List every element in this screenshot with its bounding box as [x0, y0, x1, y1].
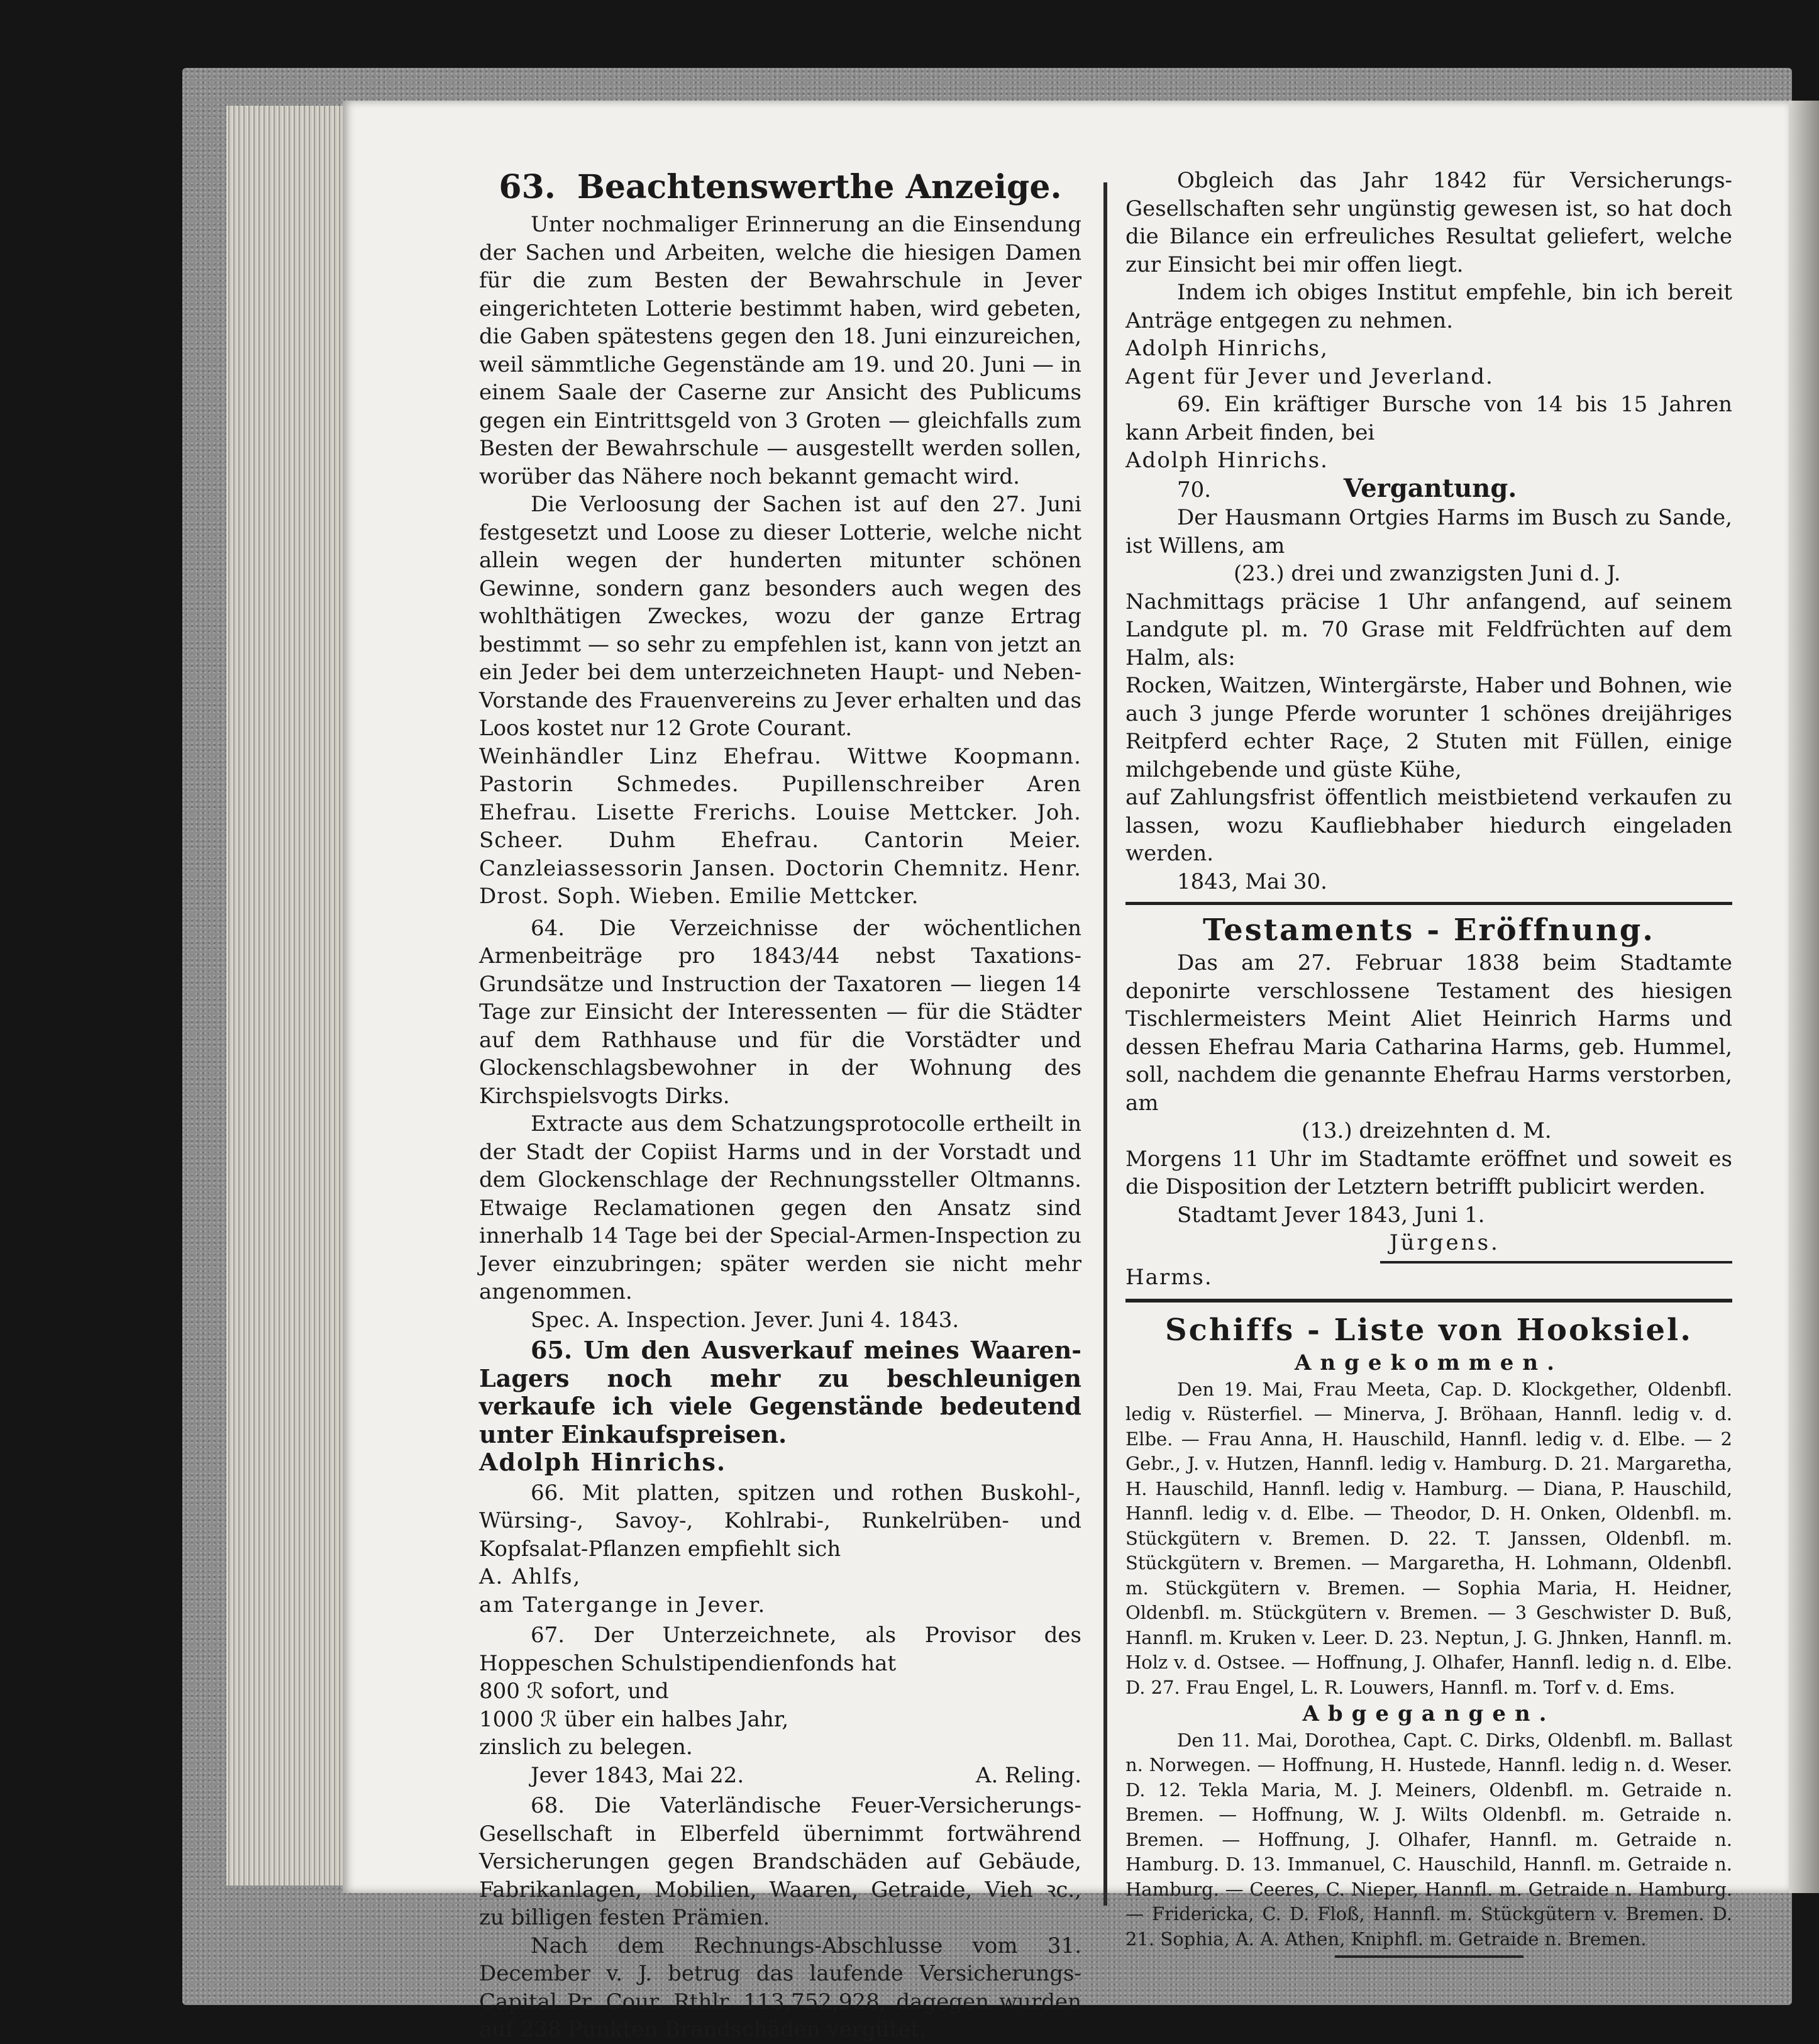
notice-66-text: 66. Mit platten, spitzen und rothen Buskohl-, Würsing-, Savoy-, Kohlrabi-, Runkelrüben- und Kopfsalat-Pflanzen empfiehlt sich: [479, 1480, 1081, 1562]
notice-70-number: 70.: [1177, 477, 1212, 503]
notice-67-amount-1: 800 ℛ sofort, und: [479, 1679, 669, 1704]
ship-departures-heading: Abgegangen.: [1302, 1701, 1556, 1726]
notice-70-paragraph-3: auf Zahlungsfrist öffentlich meistbietend verkaufen zu lassen, wozu Kaufliebhaber hiedurch eingeladen werden.: [1125, 785, 1732, 866]
testament-paragraph-2: Morgens 11 Uhr im Stadtamte eröffnet und soweit es die Disposition der Letztern betrifft publicirt werden.: [1125, 1146, 1732, 1199]
section-double-rule: [1125, 1299, 1732, 1302]
notice-68-signature-role: Agent für Jever und Jeverland.: [1125, 364, 1494, 389]
notice-66-signature-address: am Tatergange in Jever.: [479, 1592, 766, 1618]
notice-63-signers: Weinhändler Linz Ehefrau. Wittwe Koopmann. Pastorin Schmedes. Pupillenschreiber Aren Ehefrau. Lisette Frerichs. Louise Mettcker. Joh. Scheer. Duhm Ehefrau. Cantorin Meier. Canzleiassessorin Jansen. Doctorin Chemnitz. Henr. Drost. Soph. Wieben. Emilie Mettcker.: [479, 743, 1081, 909]
notice-66-signature-name: A. Ahlfs,: [479, 1564, 582, 1589]
section-rule: [1125, 902, 1732, 905]
notice-68-paragraph-1: 68. Die Vaterländische Feuer-Versicherungs-Gesellschaft in Elberfeld übernimmt fortwährend Versicherungen gegen Brandschäden auf Gebäude, Fabrikanlagen, Mobilien, Waaren, Getraide, Vieh ꝛc., zu billigen festen Prämien.: [479, 1793, 1081, 1930]
ship-departures-list: Den 11. Mai, Dorothea, Capt. C. Dirks, Oldenbfl. m. Ballast n. Norwegen. — Hoffnung, H. Hustede, Hannfl. ledig n. d. Weser. D. 12. Tekla Maria, M. J. Meiners, Oldenbfl. m. Getraide n. Bremen. — Hoffnung, W. J. Wilts Oldenbfl. m. Getraide n. Bremen. — Hoffnung, J. Olhafer, Hannfl. m. Getraide n. Hamburg. D. 13. Immanuel, C. Hauschild, Hannfl. m. Getraide n. Hamburg. — Ceeres, C. Nieper, Hannfl. m. Getraide n. Hamburg. — Fridericka, C. D. Floß, Hannfl. m. Stückgütern v. Bremen. D. 21. Sophia, A. A. Athen, Kniphfl. m. Getraide n. Bremen.: [1125, 1729, 1732, 1950]
ship-list-title: Schiffs - Liste von Hooksiel.: [1164, 1313, 1693, 1348]
notice-67-text: 67. Der Unterzeichnete, als Provisor des Hoppeschen Schulstipendienfonds hat: [479, 1623, 1081, 1676]
notice-68-paragraph-4: Indem ich obiges Institut empfehle, bin ich bereit Anträge entgegen zu nehmen.: [1125, 280, 1732, 333]
testament-paragraph-1: Das am 27. Februar 1838 beim Stadtamte deponirte verschlossene Testament des hiesigen Tischlermeisters Meint Aliet Heinrich Harms und dessen Ehefrau Maria Catharina Harms, geb. Hummel, soll, nachdem die genannte Ehefrau Harms verstorben, am: [1125, 950, 1732, 1116]
notice-63-paragraph-1: Unter nochmaliger Erinnerung an die Einsendung der Sachen und Arbeiten, welche die hiesigen Damen für die zum Besten der Bewahrschule in Jever eingerichteten Lotterie bestimmt haben, wird gebeten, die Gaben spätestens gegen den 18. Juni einzureichen, weil sämmtliche Gegenstände am 19. und 20. Juni — in einem Saale der Caserne zur Ansicht des Publicums gegen ein Eintrittsgeld von 3 Groten — gleichfalls zum Besten der Bewahrschule — ausgestellt werden sollen, worüber das Nähere noch bekannt gemacht wird.: [479, 212, 1081, 489]
end-rule: [1335, 1955, 1523, 1958]
testament-title: Testaments - Eröffnung.: [1203, 913, 1655, 948]
testament-signature-2: Harms.: [1125, 1264, 1213, 1290]
notice-68-paragraph-2: Nach dem Rechnungs-Abschlusse vom 31. December v. J. betrug das laufende Versicherungs-Capital Pr. Cour. Rthlr. 113,752,928, dagegen wurden auf 238 Punkten Brandschäden vergütet.: [479, 1933, 1081, 2042]
ship-arrivals-list: Den 19. Mai, Frau Meeta, Cap. D. Klockgether, Oldenbfl. ledig v. Rüsterfiel. — Minerva, J. Bröhaan, Hannfl. ledig v. d. Elbe. — Frau Anna, H. Hauschild, Hannfl. ledig v. d. Elbe. — 2 Gebr., J. v. Hutzen, Hannfl. ledig v. Hamburg. D. 21. Margaretha, H. Hauschild, Hannfl. ledig v. Hamburg. — Diana, P. Hauschild, Hannfl. ledig v. d. Elbe. — Theodor, D. H. Onken, Oldenbfl. m. Stückgütern v. Bremen. D. 22. T. Janssen, Oldenbfl. m. Stückgütern v. Bremen. — Margaretha, H. Lohmann, Oldenbfl. m. Stückgütern v. Bremen. — Sophia Maria, H. Heidner, Oldenbfl. m. Stückgütern v. Bremen. — 3 Geschwister D. Buß, Hannfl. m. Kruken v. Leer. D. 23. Neptun, J. G. Jhnken, Hannfl. m. Holz v. d. Ostsee. — Hoffnung, J. Olhafer, Hannfl. ledig n. d. Elbe. D. 27. Frau Engel, L. R. Louwers, Hannfl. m. Torf v. d. Ems.: [1125, 1378, 1732, 1698]
facing-page-edge: [1789, 101, 1819, 1893]
notice-65-signature: Adolph Hinrichs.: [479, 1448, 727, 1476]
notice-69-text: 69. Ein kräftiger Bursche von 14 bis 15 Jahren kann Arbeit finden, bei: [1125, 392, 1732, 445]
notice-68-signature-name: Adolph Hinrichs,: [1125, 336, 1329, 361]
notice-69-signature: Adolph Hinrichs.: [1125, 448, 1329, 473]
notice-64-paragraph-2: Extracte aus dem Schatzungsprotocolle ertheilt in der Stadt der Copiist Harms und in der Vorstadt und dem Glockenschlage der Rechnungssteller Oltmanns. Etwaige Reclamationen gegen den Ansatz sind innerhalb 14 Tage bei der Special-Armen-Inspection zu Jever einzubringen; später werden sie nicht mehr angenommen.: [479, 1111, 1081, 1304]
notice-70-heading: [1177, 475, 1732, 504]
notice-67-date: Jever 1843, Mai 22.: [531, 1762, 744, 1788]
notice-70-footer: 1843, Mai 30.: [1177, 869, 1327, 894]
page-stack-edge: [226, 106, 352, 1886]
notice-70-date: (23.) drei und zwanzigsten Juni d. J.: [1234, 561, 1621, 586]
notice-68-paragraph-3: Obgleich das Jahr 1842 für Versicherungs-Gesellschaften sehr ungünstig gewesen ist, so hat doch die Bilance ein erfreuliches Resultat geliefert, welche zur Einsicht bei mir offen liegt.: [1125, 168, 1732, 277]
testament-signature-place: Stadtamt Jever 1843, Juni 1.: [1177, 1202, 1485, 1228]
notice-67-purpose: zinslich zu belegen.: [479, 1735, 693, 1760]
left-column: [479, 167, 1081, 2044]
testament-date: (13.) dreizehnten d. M.: [1302, 1118, 1552, 1143]
notice-64-paragraph-1: 64. Die Verzeichnisse der wöchentlichen Armenbeiträge pro 1843/44 nebst Taxations-Grundsätze und Instruction der Taxatoren — liegen 14 Tage zur Einsicht der Interessenten — für die Städter auf dem Rathhause und für die Vorstädter und Glockenschlagsbewohner in der Wohnung des Kirchspielsvogts Dirks.: [479, 915, 1081, 1109]
notice-63-number: 63.: [499, 168, 556, 206]
notice-70-paragraph-1: Der Hausmann Ortgies Harms im Busch zu Sande, ist Willens, am: [1125, 505, 1732, 558]
notice-70-paragraph-2: Nachmittags präcise 1 Uhr anfangend, auf seinem Landgute pl. m. 70 Grase mit Feldfrüchten auf dem Halm, als:: [1125, 589, 1732, 670]
notice-63-title: Beachtenswerthe Anzeige.: [577, 168, 1062, 206]
column-divider: [1103, 182, 1107, 1906]
notice-63-heading: [479, 167, 1081, 208]
notice-70-title: Vergantung.: [1343, 473, 1517, 503]
notice-67-footer: [479, 1762, 1081, 1790]
notice-64-signature: Spec. A. Inspection. Jever. Juni 4. 1843.: [531, 1307, 959, 1333]
notice-70-items: Rocken, Waitzen, Wintergärste, Haber und Bohnen, wie auch 3 junge Pferde worunter 1 schönes dreijähriges Reitpferd echter Raçe, 2 Stuten mit Füllen, einige milchgebende und güste Kühe,: [1125, 673, 1732, 782]
notice-67-amount-2: 1000 ℛ über ein halbes Jahr,: [479, 1706, 789, 1732]
ship-arrivals-heading: Angekommen.: [1295, 1350, 1563, 1375]
right-column: [1125, 167, 1732, 1958]
notice-65-text: 65. Um den Ausverkauf meines Waaren-Lagers noch mehr zu beschleunigen verkaufe ich viele Gegenstände bedeutend unter Einkaufspreisen.: [479, 1336, 1081, 1448]
notice-67-name: A. Reling.: [975, 1762, 1081, 1788]
testament-signature-1: Jürgens.: [1390, 1230, 1500, 1255]
notice-63-paragraph-2: Die Verloosung der Sachen ist auf den 27. Juni festgesetzt und Loose zu dieser Lotterie, welche nicht allein wegen der hunderten mitunter schönen Gewinne, sondern ganz besonders auch wegen des wohlthätigen Zweckes, wozu der ganze Ertrag bestimmt — so sehr zu empfehlen ist, kann von jetzt an ein Jeder bei dem unterzeichneten Haupt- und Neben-Vorstande des Frauenvereins zu Jever erhalten und das Loos kostet nur 12 Grote Courant.: [479, 492, 1081, 741]
